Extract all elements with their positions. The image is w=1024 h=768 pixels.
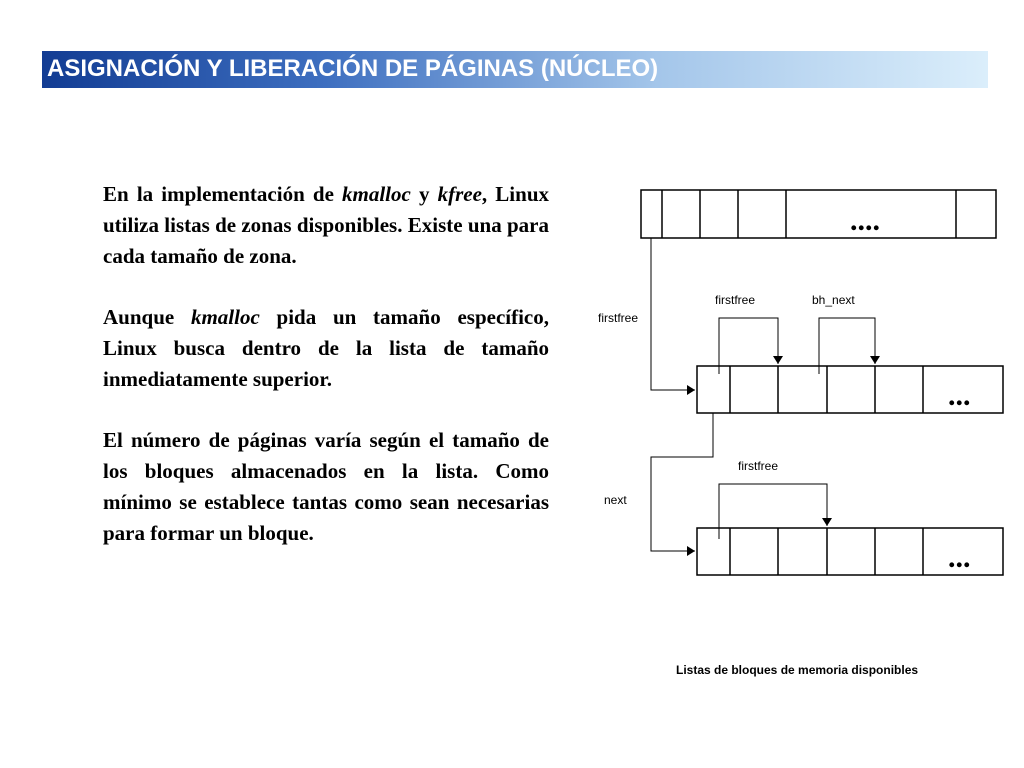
p2-text-1: Aunque bbox=[103, 305, 191, 329]
firstfree-row-3-arrow bbox=[719, 484, 827, 539]
diagram-caption: Listas de bloques de memoria disponibles bbox=[676, 663, 919, 677]
p1-text-1: En la implementación de bbox=[103, 182, 343, 206]
p1-kmalloc: kmalloc bbox=[342, 182, 411, 206]
array-row-1 bbox=[641, 190, 996, 238]
label-firstfree-row-2: firstfree bbox=[715, 293, 756, 307]
label-firstfree-row-3: firstfree bbox=[738, 459, 779, 473]
slide-title: ASIGNACIÓN Y LIBERACIÓN DE PÁGINAS (NÚCLEO) bbox=[47, 55, 659, 82]
array-row-1-outline bbox=[641, 190, 996, 238]
paragraph-3: El número de páginas varía según el tamaño de los bloques almacenados en la lista. Como mínimo se establece tantas como sean necesarias para formar un bloque. bbox=[103, 428, 549, 545]
row-2-ellipsis: ... bbox=[948, 379, 971, 412]
label-firstfree-left: firstfree bbox=[598, 311, 639, 325]
label-bh-next: bh_next bbox=[812, 293, 855, 307]
label-next: next bbox=[604, 493, 627, 507]
row-3-ellipsis: ... bbox=[948, 541, 971, 574]
p1-text-3: , Linux utiliza listas de zonas disponibles. Existe una para cada tamaño de zona. bbox=[103, 182, 549, 268]
p1-text-2: y bbox=[410, 182, 438, 206]
p1-kfree: kfree bbox=[437, 182, 482, 206]
row-1-ellipsis: .... bbox=[850, 204, 880, 237]
firstfree-connector-arrow bbox=[651, 238, 695, 390]
p2-text-2: pida un tamaño específico, Linux busca dentro de la lista de tamaño inmediatamente superior. bbox=[103, 305, 550, 391]
next-connector-arrow bbox=[651, 413, 713, 551]
p2-kmalloc: kmalloc bbox=[190, 305, 260, 329]
